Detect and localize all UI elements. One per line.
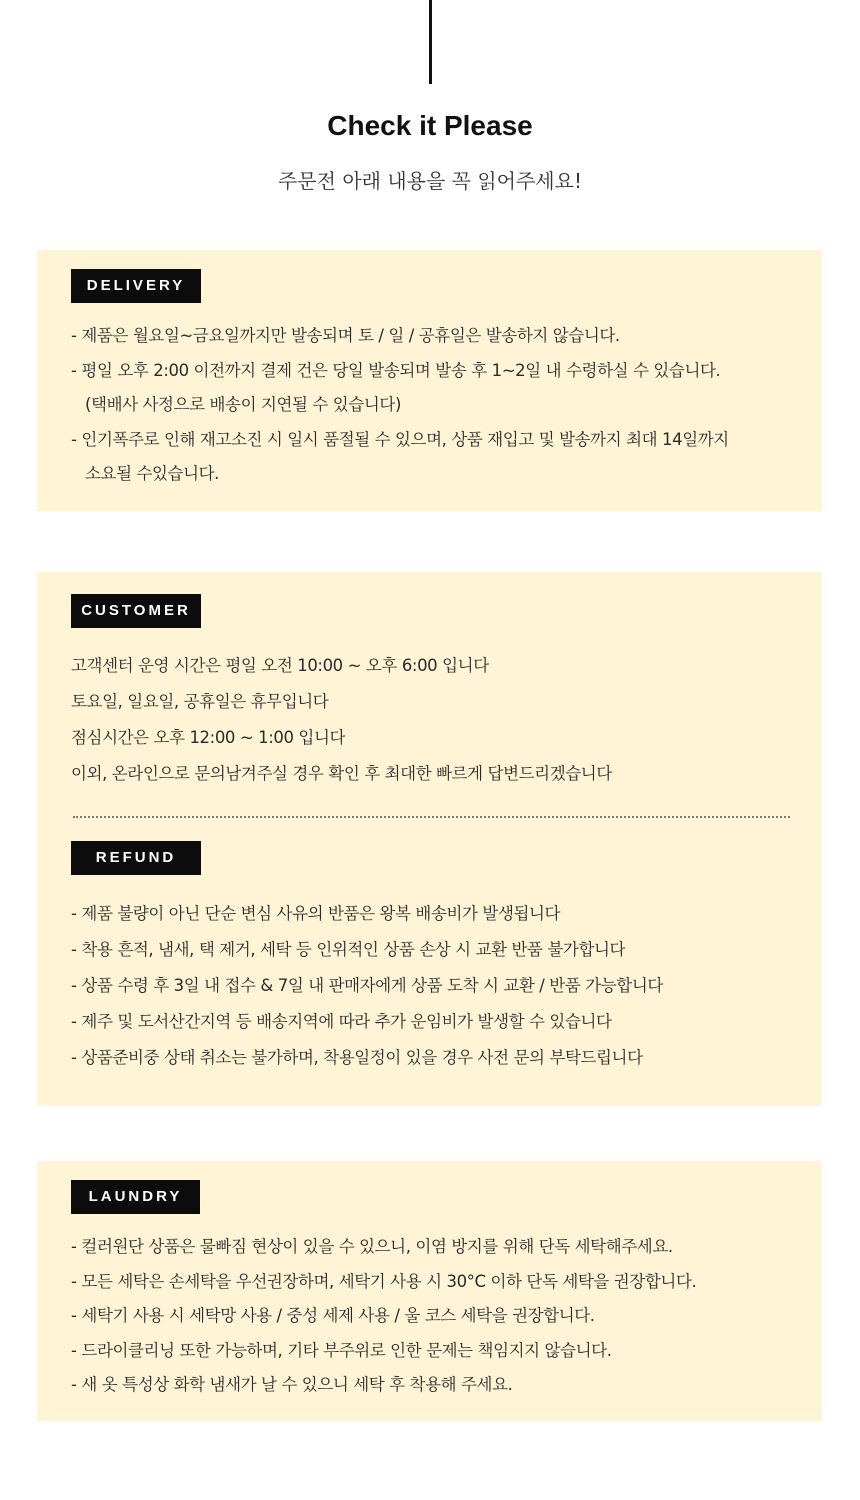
laundry-section: [37, 1161, 822, 1421]
page-subtitle: 주문전 아래 내용을 꼭 읽어주세요!: [278, 169, 582, 193]
laundry-guide-list: [71, 1230, 696, 1403]
refund-badge: REFUND: [71, 841, 201, 875]
laundry-guide-line: - 세탁기 사용 시 세탁망 사용 / 중성 세제 사용 / 울 코스 세탁을 권장합니다.: [71, 1306, 595, 1325]
delivery-notice-list: [71, 319, 729, 492]
refund-policy-line: - 상품준비중 상태 취소는 불가하며, 착용일정이 있을 경우 사전 문의 부탁드립니다: [71, 1048, 643, 1067]
customer-info-line: 토요일, 일요일, 공휴일은 휴무입니다: [71, 692, 329, 711]
delivery-badge: DELIVERY: [71, 269, 201, 303]
laundry-guide-line: - 컬러원단 상품은 물빠짐 현상이 있을 수 있으니, 이염 방지를 위해 단독 세탁해주세요.: [71, 1237, 673, 1256]
section-divider: [73, 816, 790, 818]
delivery-notice-line: - 평일 오후 2:00 이전까지 결제 건은 당일 발송되며 발송 후 1~2일 내 수령하실 수 있습니다.: [71, 360, 721, 380]
customer-info-line: 고객센터 운영 시간은 평일 오전 10:00 ~ 오후 6:00 입니다: [71, 656, 489, 675]
page-title: Check it Please: [327, 110, 533, 141]
delivery-notice-line: 소요될 수있습니다.: [85, 464, 220, 483]
top-divider-line: [429, 0, 432, 84]
refund-policy-line: - 상품 수령 후 3일 내 접수 & 7일 내 판매자에게 상품 도착 시 교환 / 반품 가능합니다: [71, 976, 663, 995]
laundry-guide-line: - 모든 세탁은 손세탁을 우선권장하며, 세탁기 사용 시 30°C 이하 단독 세탁을 권장합니다.: [71, 1271, 697, 1291]
delivery-notice-line: - 인기폭주로 인해 재고소진 시 일시 품절될 수 있으며, 상품 재입고 및 발송까지 최대 14일까지: [71, 429, 729, 449]
delivery-section: [37, 250, 822, 511]
laundry-guide-line: - 드라이클리닝 또한 가능하며, 기타 부주위로 인한 문제는 책임지지 않습니다.: [71, 1340, 612, 1360]
customer-info-list: [71, 648, 612, 792]
customer-refund-section: [37, 572, 822, 1106]
customer-badge: CUSTOMER: [71, 594, 201, 628]
delivery-notice-line: - 제품은 월요일~금요일까지만 발송되며 토 / 일 / 공휴일은 발송하지 않습니다.: [71, 326, 620, 345]
refund-policy-line: - 착용 흔적, 냄새, 택 제거, 세탁 등 인위적인 상품 손상 시 교환 반품 불가합니다: [71, 940, 626, 959]
delivery-notice-line: (택배사 사정으로 배송이 지연될 수 있습니다): [85, 395, 402, 414]
refund-policy-list: [71, 896, 663, 1076]
refund-policy-line: - 제주 및 도서산간지역 등 배송지역에 따라 추가 운임비가 발생할 수 있습니다: [71, 1012, 612, 1031]
customer-info-line: 이외, 온라인으로 문의남겨주실 경우 확인 후 최대한 빠르게 답변드리겠습니다: [71, 764, 612, 783]
laundry-badge: LAUNDRY: [71, 1180, 200, 1214]
refund-policy-line: - 제품 불량이 아닌 단순 변심 사유의 반품은 왕복 배송비가 발생됩니다: [71, 904, 561, 923]
customer-info-line: 점심시간은 오후 12:00 ~ 1:00 입니다: [71, 728, 346, 747]
laundry-guide-line: - 새 옷 특성상 화학 냄새가 날 수 있으니 세탁 후 착용해 주세요.: [71, 1375, 513, 1394]
